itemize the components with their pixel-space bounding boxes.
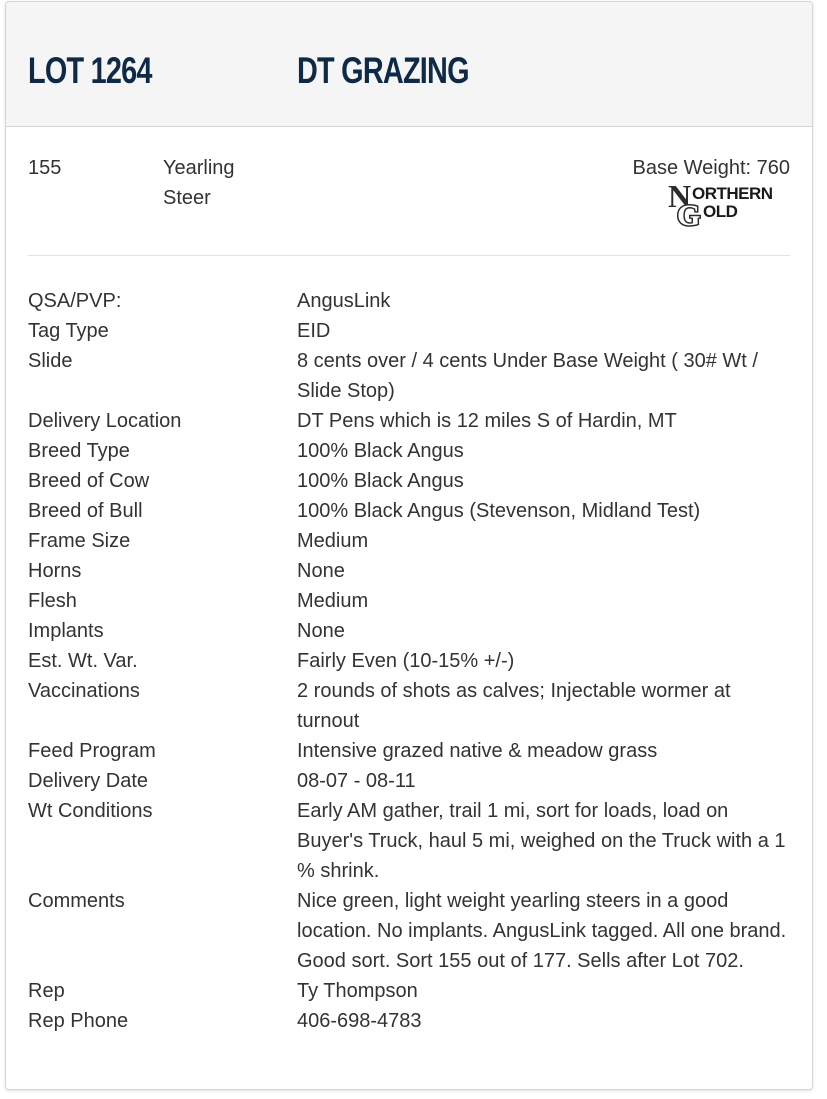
northern-gold-logo-icon xyxy=(668,179,790,227)
seller-name: DT GRAZING xyxy=(297,50,469,91)
logo-text-line1: ORTHERN xyxy=(692,184,773,203)
detail-value: AngusLink xyxy=(297,290,391,312)
detail-label: Breed Type xyxy=(28,440,130,462)
detail-value: Ty Thompson xyxy=(297,980,418,1002)
logo-text-line2: OLD xyxy=(703,202,738,221)
detail-label: Comments xyxy=(28,890,125,912)
detail-label: Feed Program xyxy=(28,740,156,762)
rep-phone: 406-698-4783 xyxy=(297,1010,422,1032)
detail-value: 100% Black Angus xyxy=(297,470,464,492)
detail-label: Horns xyxy=(28,560,82,582)
detail-value: Medium xyxy=(297,590,369,612)
lot-number: LOT 1264 xyxy=(28,50,152,91)
detail-value: None xyxy=(297,560,345,582)
detail-label: Vaccinations xyxy=(28,680,140,702)
base-weight: Base Weight: 760 xyxy=(632,157,790,179)
detail-label: QSA/PVP: xyxy=(28,290,122,312)
detail-label: Implants xyxy=(28,620,104,642)
detail-value: 8 cents over / 4 cents Under Base Weight ( 30# Wt / Slide Stop) xyxy=(297,350,758,402)
cattle-class: Yearling Steer xyxy=(163,157,235,209)
detail-value: None xyxy=(297,620,345,642)
detail-value: Intensive grazed native & meadow grass xyxy=(297,740,658,762)
detail-row-delivery-location xyxy=(28,406,798,436)
lot-summary xyxy=(6,127,812,255)
detail-row-flesh xyxy=(28,586,798,616)
detail-value: Medium xyxy=(297,530,369,552)
detail-row-qsa xyxy=(28,286,798,316)
detail-row-wt-conditions xyxy=(28,796,798,886)
detail-row-est-wt-var xyxy=(28,646,798,676)
detail-value: DT Pens which is 12 miles S of Hardin, MT xyxy=(297,410,677,432)
detail-row-vaccinations xyxy=(28,676,798,736)
detail-row-delivery-date xyxy=(28,766,798,796)
lot-card xyxy=(5,1,813,1090)
detail-value: Fairly Even (10-15% +/-) xyxy=(297,650,515,672)
detail-row-slide xyxy=(28,346,798,406)
detail-label: Delivery Location xyxy=(28,410,182,432)
detail-label: Est. Wt. Var. xyxy=(28,650,138,672)
section-divider xyxy=(28,255,790,256)
logo-letter-n: N xyxy=(668,179,692,214)
detail-label: Slide xyxy=(28,350,73,372)
head-count: 155 xyxy=(28,157,62,179)
detail-row-rep-phone xyxy=(28,1006,798,1036)
detail-label: Tag Type xyxy=(28,320,109,342)
detail-row-tag-type xyxy=(28,316,798,346)
detail-row-horns xyxy=(28,556,798,586)
detail-row-frame-size xyxy=(28,526,798,556)
detail-row-feed-program xyxy=(28,736,798,766)
detail-label: Flesh xyxy=(28,590,77,612)
lot-header xyxy=(6,2,812,127)
detail-label: Frame Size xyxy=(28,530,131,552)
detail-label: Rep Phone xyxy=(28,1010,129,1032)
detail-value: Nice green, light weight yearling steers in a good location. No implants. AngusLink tagged. All one brand. Good sort. Sort 155 out of 177. Sells after Lot 702. xyxy=(297,890,787,972)
detail-value: 100% Black Angus xyxy=(297,440,464,462)
detail-label: Breed of Bull xyxy=(28,500,143,522)
detail-row-comments xyxy=(28,886,798,976)
detail-row-breed-type xyxy=(28,436,798,466)
detail-row-breed-of-bull xyxy=(28,496,798,526)
detail-label: Breed of Cow xyxy=(28,470,150,492)
detail-value: EID xyxy=(297,320,331,342)
detail-row-breed-of-cow xyxy=(28,466,798,496)
detail-row-rep xyxy=(28,976,798,1006)
detail-value: Early AM gather, trail 1 mi, sort for loads, load on Buyer's Truck, haul 5 mi, weighed on the Truck with a 1 % shrink. xyxy=(297,800,786,882)
detail-row-implants xyxy=(28,616,798,646)
detail-label: Rep xyxy=(28,980,65,1002)
detail-label: Delivery Date xyxy=(28,770,149,792)
logo-letter-g: G xyxy=(677,199,701,227)
detail-value: 08-07 - 08-11 xyxy=(297,770,416,792)
detail-value: 100% Black Angus (Stevenson, Midland Test) xyxy=(297,500,701,522)
detail-label: Wt Conditions xyxy=(28,800,153,822)
lot-details xyxy=(28,286,798,1036)
detail-value: 2 rounds of shots as calves; Injectable wormer at turnout xyxy=(297,680,731,732)
